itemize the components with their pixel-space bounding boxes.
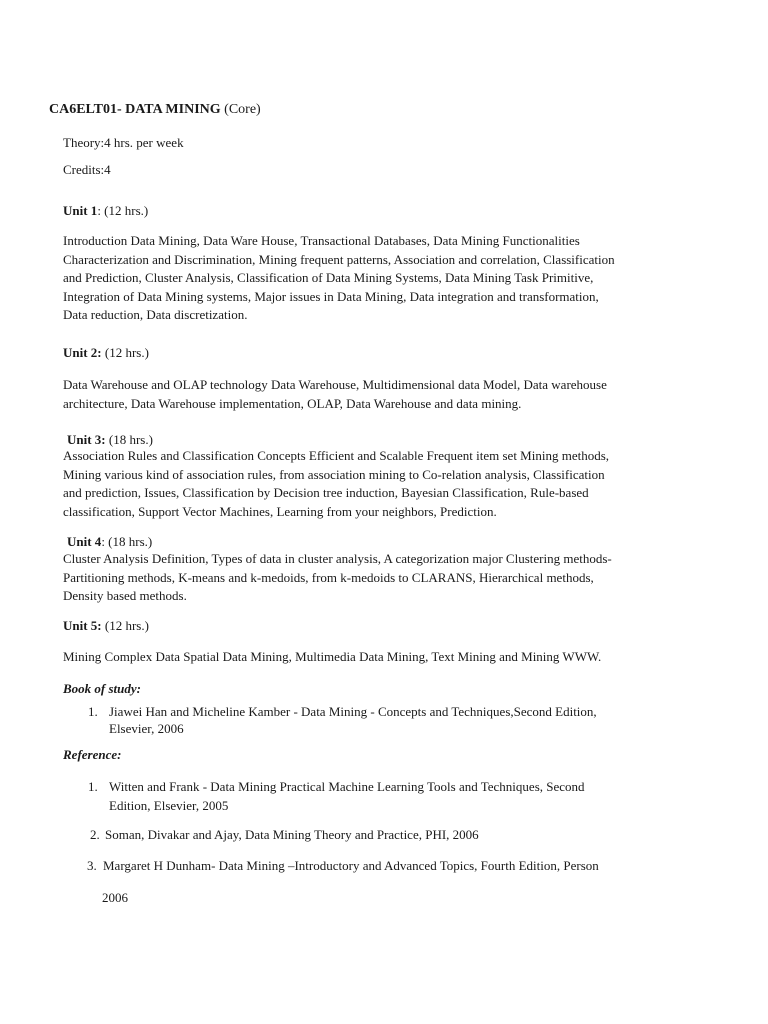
unit-label: Unit 1 (63, 203, 98, 218)
course-code-title: CA6ELT01- DATA MINING (49, 102, 221, 117)
text-line: Cluster Analysis Definition, Types of data in cluster analysis, A categorization major Clustering methods- (63, 551, 612, 566)
unit-4-content (63, 550, 702, 606)
unit-2-content (63, 376, 702, 413)
unit-label: Unit 4 (67, 534, 102, 549)
item-text: Jiawei Han and Micheline Kamber - Data Mining - Concepts and Techniques,Second Edition, (109, 704, 597, 719)
unit-hours: (12 hrs.) (101, 618, 149, 633)
unit-3-content (63, 447, 702, 521)
text-line: Mining Complex Data Spatial Data Mining, Multimedia Data Mining, Text Mining and Mining WWW. (63, 649, 602, 664)
text-line: Association Rules and Classification Concepts Efficient and Scalable Frequent item set Mining methods, (63, 448, 610, 463)
reference-item (87, 857, 707, 907)
reference-heading: Reference: (63, 747, 122, 762)
item-text: Soman, Divakar and Ajay, Data Mining Theory and Practice, PHI, 2006 (105, 827, 479, 842)
reference-item (90, 826, 690, 846)
theory-hours: Theory:4 hrs. per week (63, 135, 184, 150)
book-item (88, 703, 688, 739)
unit-4-heading (67, 534, 152, 550)
text-line: Characterization and Discrimination, Mining frequent patterns, Association and correlation, Classification (63, 251, 615, 267)
unit-hours: (18 hrs.) (105, 432, 153, 447)
text-line: Data reduction, Data discretization. (63, 307, 248, 322)
text-line: and Prediction, Cluster Analysis, Classification of Data Mining Systems, Data Mining Task Primitive, (63, 270, 594, 285)
text-line: Introduction Data Mining, Data Ware House, Transactional Databases, Data Mining Functionalities (63, 233, 580, 248)
item-number: 3. (87, 858, 97, 873)
text-line: classification, Support Vector Machines, Learning from your neighbors, Prediction. (63, 503, 497, 519)
unit-label: Unit 2: (63, 345, 102, 360)
item-text-cont: Edition, Elsevier, 2005 (109, 798, 229, 813)
text-line: Partitioning methods, K-means and k-medoids, from k-medoids to CLARANS, Hierarchical methods, (63, 569, 594, 585)
unit-2-heading (63, 345, 149, 361)
unit-hours: : (18 hrs.) (101, 534, 153, 549)
unit-1-heading (63, 203, 148, 219)
item-text: Witten and Frank - Data Mining Practical Machine Learning Tools and Techniques, Second (109, 779, 585, 794)
unit-label: Unit 3: (67, 432, 106, 447)
item-text: Margaret H Dunham- Data Mining –Introductory and Advanced Topics, Fourth Edition, Person (103, 858, 599, 873)
credits: Credits:4 (63, 162, 111, 177)
unit-hours: (12 hrs.) (101, 345, 149, 360)
item-text-cont: Elsevier, 2006 (109, 721, 184, 736)
book-of-study-heading: Book of study: (63, 681, 141, 696)
course-title (49, 102, 261, 118)
text-line: Mining various kind of association rules, from association mining to Co-relation analysis, Classification (63, 466, 605, 482)
unit-hours: : (12 hrs.) (97, 203, 149, 218)
unit-1-content (63, 232, 702, 325)
course-type: (Core) (224, 102, 261, 117)
item-number: 2. (90, 827, 100, 842)
item-number: 1. (88, 779, 98, 794)
item-text-cont: 2006 (102, 890, 128, 905)
reference-item (88, 778, 688, 816)
text-line: architecture, Data Warehouse implementation, OLAP, Data Warehouse and data mining. (63, 395, 522, 411)
unit-3-heading (67, 432, 153, 448)
text-line: Integration of Data Mining systems, Major issues in Data Mining, Data integration and transformation, (63, 288, 599, 304)
unit-5-content (63, 649, 601, 665)
text-line: Data Warehouse and OLAP technology Data Warehouse, Multidimensional data Model, Data warehouse (63, 377, 607, 392)
unit-5-heading (63, 618, 149, 634)
text-line: Density based methods. (63, 588, 187, 603)
unit-label: Unit 5: (63, 618, 102, 633)
item-number: 1. (88, 704, 98, 719)
text-line: and prediction, Issues, Classification by Decision tree induction, Bayesian Classification, Rule-based (63, 485, 589, 500)
